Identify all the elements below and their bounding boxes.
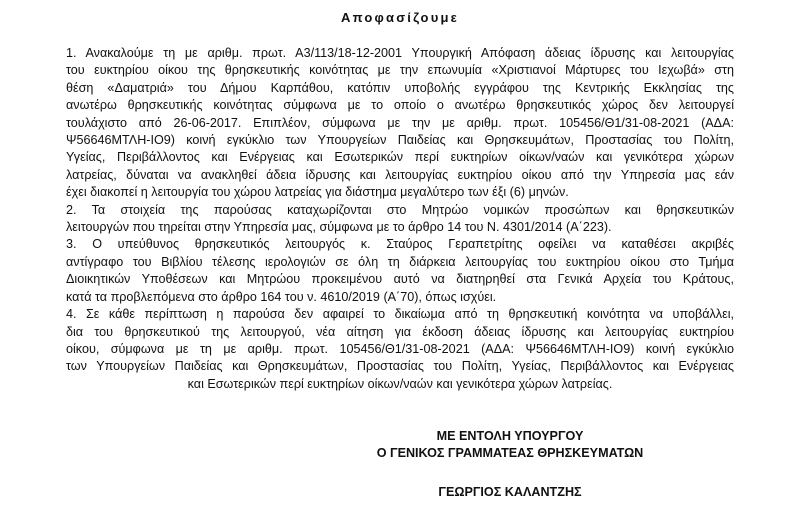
text-line: λατρείας, δύναται να ανακληθεί άδεια ίδρυσης και λειτουργίας ευκτηρίου οίκου από την Υπηρεσία μας εάν [66, 167, 734, 182]
text-line: και Εσωτερικών περί ευκτηρίων οίκων/ναών και γενικότερα χώρων λατρείας. [187, 376, 613, 391]
text-line: του ευκτηρίου οίκου της θρησκευτικής κοινότητας με την επωνυμία «Χριστιανοί Μάρτυρες του Ιεχωβά» στη [66, 63, 734, 78]
text-line: δια του θρησκευτικού της λειτουργού, νέα αίτηση για έκδοση άδειας ίδρυσης και λειτουργίας ευκτηρίου [66, 324, 734, 339]
paragraph-2 [66, 202, 734, 237]
text-line: των Υπουργείων Παιδείας και Θρησκευμάτων, Προστασίας του Πολίτη, Υγείας, Περιβάλλοντος και Ενέργειας [66, 359, 734, 374]
text-line: 2. Τα στοιχεία της παρούσας καταχωρίζονται στο Μητρώο νομικών προσώπων και θρησκευτικών [66, 202, 734, 217]
text-line: λειτουργών που τηρείται στην Υπηρεσία μας, σύμφωνα με το άρθρο 14 του Ν. 4301/2014 (Α΄223). [66, 220, 612, 235]
decision-body [66, 45, 734, 393]
text-line: 3. Ο υπεύθυνος θρησκευτικός λειτουργός κ. Σταύρος Γεραπετρίτης οφείλει να καταθέσει ακριβές [66, 237, 734, 252]
signature-mandate: ΜΕ ΕΝΤΟΛΗ ΥΠΟΥΡΓΟΥ [436, 429, 584, 443]
text-line: κατά τα προβλεπόμενα στο άρθρο 164 του ν. 4610/2019 (Α΄70), όπως ισχύει. [66, 289, 497, 304]
document-heading: Αποφασίζουμε [340, 10, 459, 25]
paragraph-4 [66, 306, 734, 393]
text-line: 4. Σε κάθε περίπτωση η παρούσα δεν αφαιρεί το δικαίωμα από τη θρησκευτική κοινότητα να υποβάλλει, [66, 307, 734, 322]
paragraph-1 [66, 45, 734, 202]
text-line: έχει διακοπεί η λειτουργία του χώρου λατρείας για διάστημα μεγαλύτερο των έξι (6) μηνών. [66, 185, 569, 200]
text-line: αντίγραφο του Βιβλίου τέλεσης ιερολογιών σε όλη τη διάρκεια λειτουργίας του ευκτηρίου οίκου στο Τμήμα [66, 254, 734, 269]
text-line: Υγείας, Περιβάλλοντος και Ενέργειας και Εσωτερικών περί ευκτηρίων οίκων/ναών και γενικότερα χώρων [66, 150, 734, 165]
text-line: τουλάχιστο από 26-06-2017. Επιπλέον, σύμφωνα με την με αριθμ. πρωτ. 105456/Θ1/31-08-2021 (ΑΔΑ: [66, 115, 734, 130]
text-line: θέση «Δαματριά» του Δήμου Καρπάθου, κατόπιν υποβολής εγγράφου της Κεντρικής Εκκλησίας της [66, 80, 734, 95]
signature-title: Ο ΓΕΝΙΚΟΣ ΓΡΑΜΜΑΤΕΑΣ ΘΡΗΣΚΕΥΜΑΤΩΝ [376, 446, 644, 460]
text-line: Διοικητικών Υποθέσεων και Μητρώου προκειμένου αυτό να διατηρηθεί στα Γενικά Αρχεία του Κράτους, [66, 272, 734, 287]
text-line: 1. Ανακαλούμε τη με αριθμ. πρωτ. Α3/113/18-12-2001 Υπουργική Απόφαση άδειας ίδρυσης και λειτουργίας [66, 46, 734, 60]
text-line: οίκου, σύμφωνα με τη με αριθμ. πρωτ. 105456/Θ1/31-08-2021 (ΑΔΑ: Ψ56646ΜΤΛΗ-ΙΟ9) κοινή εγκύκλιο [66, 341, 734, 356]
text-line: ανωτέρω θρησκευτικής κοινότητας σύμφωνα με το οποίο ο ανωτέρω θρησκευτικός χώρος δεν λειτουργεί [66, 98, 734, 113]
paragraph-3 [66, 236, 734, 306]
text-line: Ψ56646ΜΤΛΗ-ΙΟ9) κοινή εγκύκλιο των Υπουργείων Παιδείας και Θρησκευμάτων, Προστασίας του Πολίτη, [66, 133, 734, 148]
signatory-name: ΓΕΩΡΓΙΟΣ ΚΑΛΑΝΤΖΗΣ [438, 485, 582, 499]
